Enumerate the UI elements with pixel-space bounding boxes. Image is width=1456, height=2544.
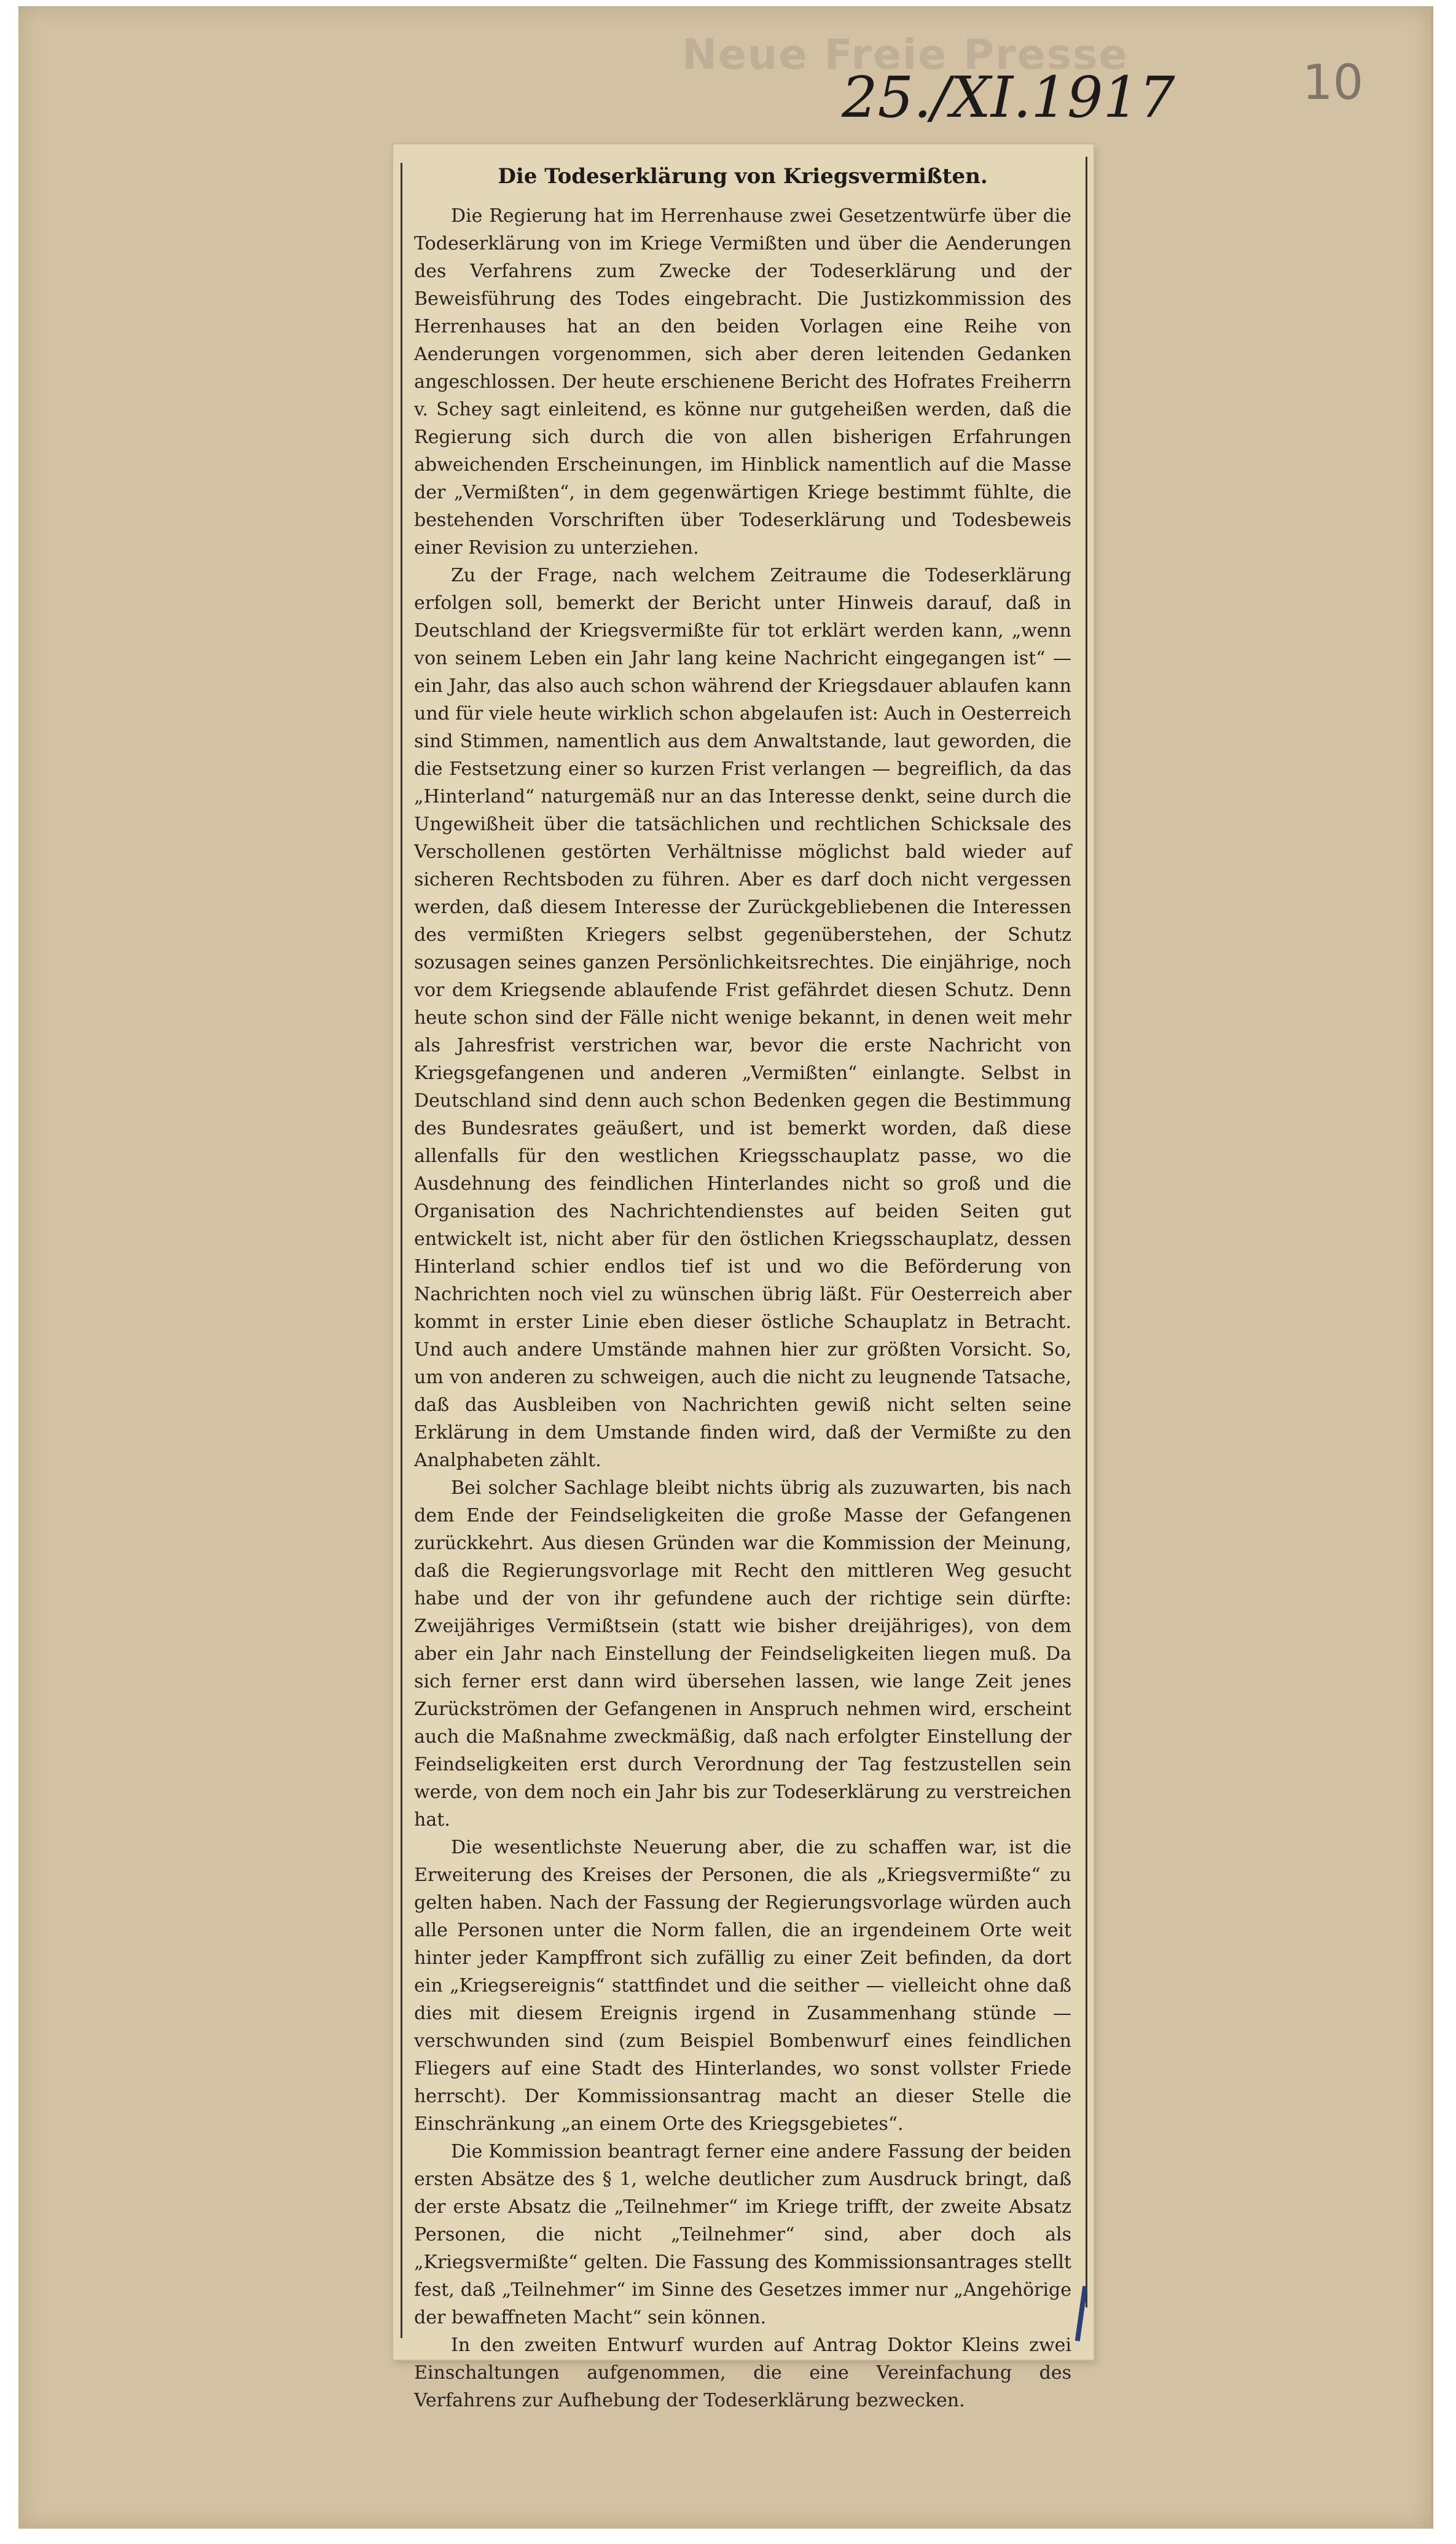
column-rule-left [401, 163, 402, 2338]
newspaper-stamp: Neue Freie Presse [682, 31, 1129, 79]
article-paragraph: Die Regierung hat im Herrenhause zwei Gesetzentwürfe über die Todeserklärung von im Kriege Vermißten und über die Aenderungen des Verfahrens zum Zwecke der Todeserklärung und der Beweisführung des Todes eingebracht. Die Justizkommission des Herrenhauses hat an den beiden Vorlagen eine Reihe von Aenderungen vorgenommen, sich aber deren leitenden Gedanken angeschlossen. Der heute erschienene Bericht des Hofrates Freiherrn v. Schey sagt einleitend, es könne nur gutgeheißen werden, daß die Regierung sich durch die von allen bisherigen Erfahrungen abweichenden Erscheinungen, im Hinblick namentlich auf die Masse der „Vermißten“, in dem gegenwärtigen Kriege bestimmt fühlte, die bestehenden Vorschriften über Todeserklärung und Todesbeweis einer Revision zu unterziehen. [414, 205, 1071, 559]
article-paragraph: Die wesentlichste Neuerung aber, die zu schaffen war, ist die Erweiterung des Kreises der Personen, die als „Kriegsvermißte“ zu gelten haben. Nach der Fassung der Regierungsvorlage würden auch alle Personen unter die Norm fallen, die an irgendeinem Orte weit hinter jeder Kampffront sich zufällig zu einer Zeit befinden, da dort ein „Kriegsereignis“ stattfindet und die seither — vielleicht ohne daß dies mit diesem Ereignis irgend in Zusammenhang stünde — verschwunden sind (zum Beispiel Bombenwurf eines feindlichen Fliegers auf eine Stadt des Hinterlandes, wo sonst vollster Friede herrscht). Der Kommissionsantrag macht an dieser Stelle die Einschränkung „an einem Orte des Kriegsgebietes“. [414, 1837, 1071, 2135]
newspaper-clipping [393, 144, 1094, 2411]
article-paragraph: In den zweiten Entwurf wurden auf Antrag Doktor Kleins zwei Einschaltungen aufgenommen, die eine Vereinfachung des Verfahrens zur Aufhebung der Todeserklärung bezwecken. [414, 2334, 1071, 2411]
column-rule-right [1086, 157, 1087, 2307]
article-paragraph: Bei solcher Sachlage bleibt nichts übrig als zuzuwarten, bis nach dem Ende der Feindseligkeiten die große Masse der Gefangenen zurückkehrt. Aus diesen Gründen war die Kommission der Meinung, daß die Regierungsvorlage mit Recht den mittleren Weg gesucht habe und der von ihr gefundene auch der richtige sein dürfte: Zweijähriges Vermißtsein (statt wie bisher dreijähriges), von dem aber ein Jahr nach Einstellung der Feindseligkeiten liegen muß. Da sich ferner erst dann wird übersehen lassen, wie lange Zeit jenes Zurückströmen der Gefangenen in Anspruch nehmen wird, erscheint auch die Maßnahme zweckmäßig, daß nach erfolgter Einstellung der Feindseligkeiten erst durch Verordnung der Tag festzustellen sein werde, von dem noch ein Jahr bis zur Todeserklärung zu verstreichen hat. [414, 1477, 1071, 1831]
handwritten-date: 25./XI.1917 [842, 65, 1175, 130]
handwritten-page-number: 10 [1302, 55, 1364, 111]
article-paragraph: Die Kommission beantragt ferner eine andere Fassung der beiden ersten Absätze des § 1, welche deutlicher zum Ausdruck bringt, daß der erste Absatz die „Teilnehmer“ im Kriege trifft, der zweite Absatz Personen, die nicht „Teilnehmer“ sind, aber doch als „Kriegsvermißte“ gelten. Die Fassung des Kommissionsantrages stellt fest, daß „Teilnehmer“ im Sinne des Gesetzes immer nur „Angehörige der bewaffneten Macht“ sein können. [414, 2141, 1071, 2328]
article-paragraph: Zu der Frage, nach welchem Zeitraume die Todeserklärung erfolgen soll, bemerkt der Bericht unter Hinweis darauf, daß in Deutschland der Kriegsvermißte für tot erklärt werden kann, „wenn von seinem Leben ein Jahr lang keine Nachricht eingegangen ist“ — ein Jahr, das also auch schon während der Kriegsdauer ablaufen kann und für viele heute wirklich schon abgelaufen ist: Auch in Oesterreich sind Stimmen, namentlich aus dem Anwaltstande, laut geworden, die die Festsetzung einer so kurzen Frist verlangen — begreiflich, da das „Hinterland“ naturgemäß nur an das Interesse denkt, seine durch die Ungewißheit über die tatsächlichen und rechtlichen Schicksale des Verschollenen gestörten Verhältnisse möglichst bald wieder auf sicheren Rechtsboden zu führen. Aber es darf doch nicht vergessen werden, daß diesem Interesse der Zurückgebliebenen die Interessen des vermißten Kriegers selbst gegenüberstehen, der Schutz sozusagen seines ganzen Persönlichkeitsrechtes. Die einjährige, noch vor dem Kriegsende ablaufende Frist gefährdet diesen Schutz. Denn heute schon sind der Fälle nicht wenige bekannt, in denen weit mehr als Jahresfrist verstrichen war, bevor die erste Nachricht von Kriegsgefangenen und anderen „Vermißten“ einlangte. Selbst in Deutschland sind denn auch schon Bedenken gegen die Bestimmung des Bundesrates geäußert, und ist bemerkt worden, daß diese allenfalls für den westlichen Kriegsschauplatz passe, wo die Ausdehnung des feindlichen Hinterlandes nicht so groß und die Organisation des Nachrichtendienstes auf beiden Seiten gut entwickelt ist, nicht aber für den östlichen Kriegsschauplatz, dessen Hinterland schier endlos tief ist und wo die Beförderung von Nachrichten noch viel zu wünschen übrig läßt. Für Oesterreich aber kommt in erster Linie eben dieser östliche Schauplatz in Betracht. Und auch andere Umstände mahnen hier zur größten Vorsicht. So, um von anderen zu schweigen, auch die nicht zu leugnende Tatsache, daß das Ausbleiben von Nachrichten gewiß nicht selten seine Erklärung in dem Umstande finden wird, daß der Vermißte zu den Analphabeten zählt. [414, 565, 1071, 1471]
blue-pencil-mark [1075, 2286, 1087, 2341]
archive-sheet [18, 6, 1433, 2529]
article-headline: Die Todeserklärung von Kriegsvermißten. [498, 164, 988, 189]
